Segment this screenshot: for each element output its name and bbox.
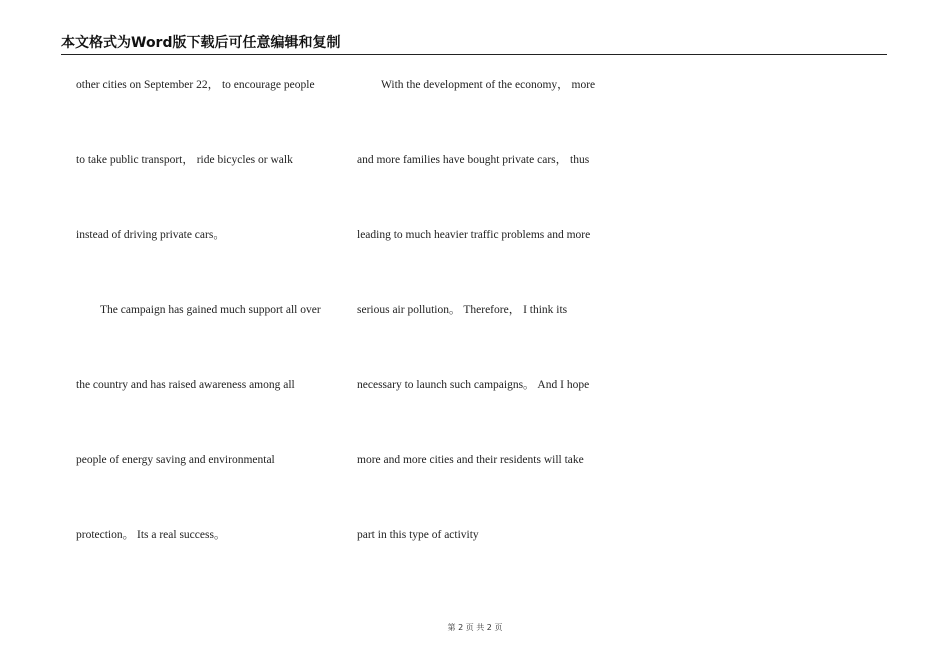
text-line: and more families have bought private cars， thus (357, 154, 590, 166)
paragraph-start-line: The campaign has gained much support all over (100, 304, 321, 316)
text-line: people of energy saving and environmental (76, 454, 275, 466)
page-header (61, 34, 887, 55)
text-line: the country and has raised awareness among all (76, 379, 295, 391)
text-line: part in this type of activity (357, 529, 479, 541)
text-line: other cities on September 22， to encourage people (76, 79, 315, 91)
paragraph-start-line: With the development of the economy， more (381, 79, 596, 91)
text-line: to take public transport， ride bicycles or walk (76, 154, 293, 166)
header-title: 本文格式为Word版下载后可任意编辑和复制 (61, 35, 341, 51)
text-line: more and more cities and their residents will take (357, 454, 584, 466)
page-number-footer: 第 2 页 共 2 页 (447, 623, 503, 632)
text-line: serious air pollution。 Therefore， I think its (357, 304, 568, 316)
text-line: protection。 Its a real success。 (76, 529, 226, 541)
text-line: leading to much heavier traffic problems and more (357, 229, 591, 241)
text-line: instead of driving private cars。 (76, 229, 225, 241)
text-line: necessary to launch such campaigns。 And I hope (357, 379, 590, 391)
